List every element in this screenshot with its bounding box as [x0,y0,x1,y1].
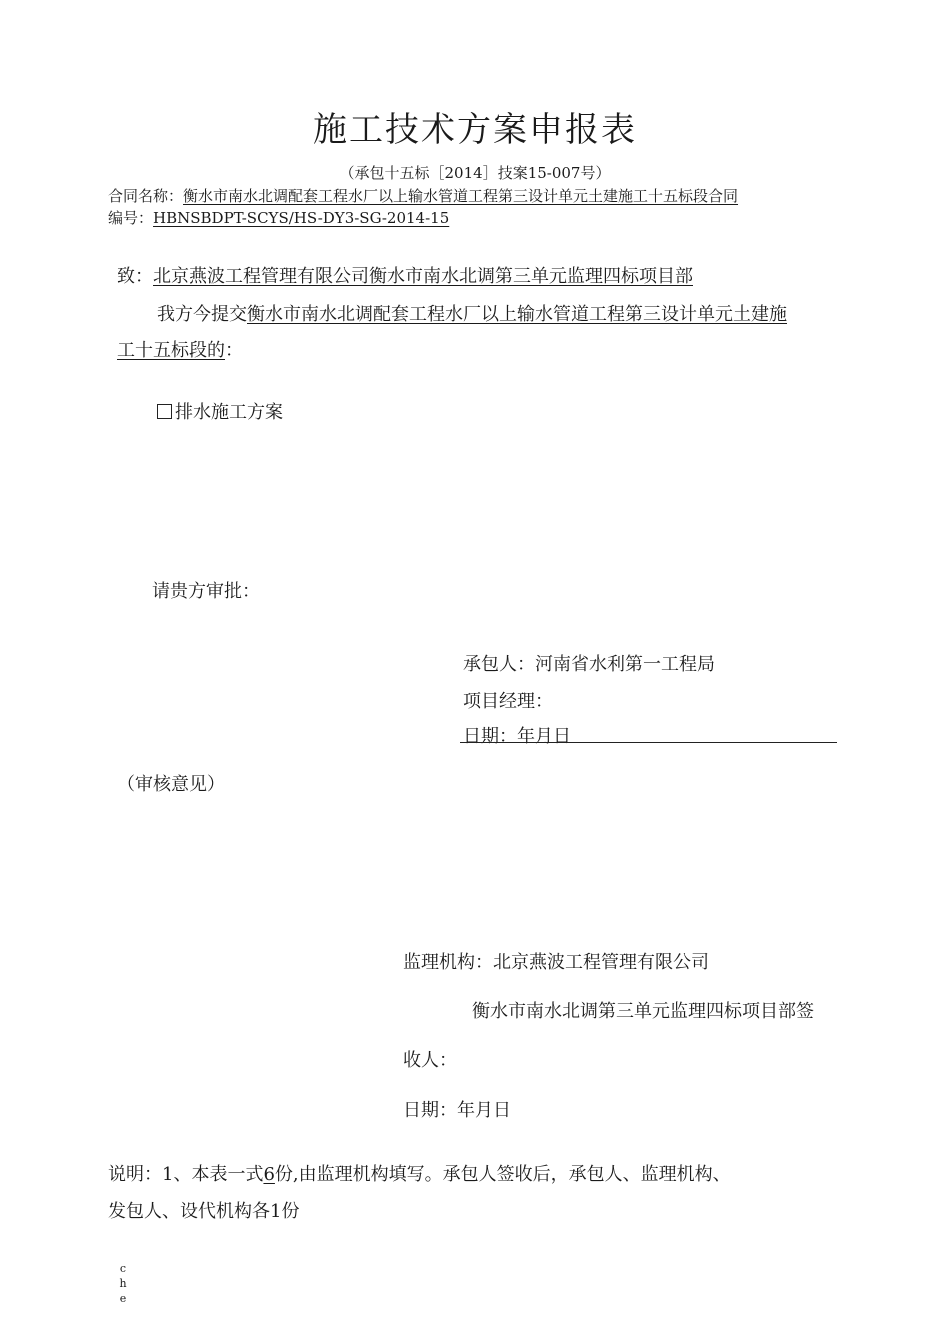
request-text: 请贵方审批： [152,581,260,602]
contractor-date: 日期：年月日 [463,726,571,747]
supervisor-dept-line: 衡水市南水北调第三单元监理四标项目部签 [472,1001,814,1022]
submit-project: 衡水市南水北调配套工程水厂以上输水管道工程第三设计单元土建施 [247,304,787,325]
footer-letters [117,1261,129,1306]
plan-item [157,398,283,424]
checkbox-icon[interactable] [157,404,172,419]
contract-name-row [108,185,738,206]
addressee-row [117,262,693,288]
manager-line: 项目经理： [463,691,553,712]
note-line-1 [108,1160,731,1186]
footer-letter: c [119,1262,127,1275]
contract-name: 衡水市南水北调配套工程水厂以上输水管道工程第三设计单元土建施工十五标段合同 [183,187,739,205]
submission-line-1 [157,300,787,326]
submit-suffix: ： [225,340,243,361]
footer-letter: h [119,1277,127,1290]
submit-project-cont: 工十五标段的 [117,340,225,361]
footer-letter: e [119,1292,127,1305]
note-copies: 6 [263,1164,275,1185]
note-rest: 份,由监理机构填写。承包人签收后，承包人、监理机构、 [274,1164,731,1185]
to-organization: 北京燕波工程管理有限公司衡水市南水北调第三单元监理四标项目部 [153,266,693,287]
contract-code: HBNSBDPT-SCYS/HS-DY3-SG-2014-15 [153,209,450,227]
contract-code-label: 编号： [108,209,154,227]
plan-item-label: 排水施工方案 [175,402,283,423]
submission-line-2 [117,336,243,362]
note-prefix: 说明：1、本表一式 [108,1164,264,1185]
page-title: 施工技术方案申报表 [313,110,637,150]
submit-prefix: 我方今提交 [157,304,247,325]
supervisor-line: 监理机构：北京燕波工程管理有限公司 [403,952,709,973]
supervisor-date: 日期：年月日 [403,1100,511,1121]
signer-line: 收人： [403,1050,457,1071]
contract-name-label: 合同名称： [108,187,184,205]
note-line-2: 发包人、设代机构各1份 [108,1201,300,1222]
contract-code-row [108,207,449,228]
signature-rule [460,742,837,743]
to-label: 致： [117,266,153,287]
contractor-line: 承包人：河南省水利第一工程局 [463,654,715,675]
review-label: （审核意见） [117,774,225,795]
document-number: （承包十五标［2014］技案15-007号） [339,164,611,182]
